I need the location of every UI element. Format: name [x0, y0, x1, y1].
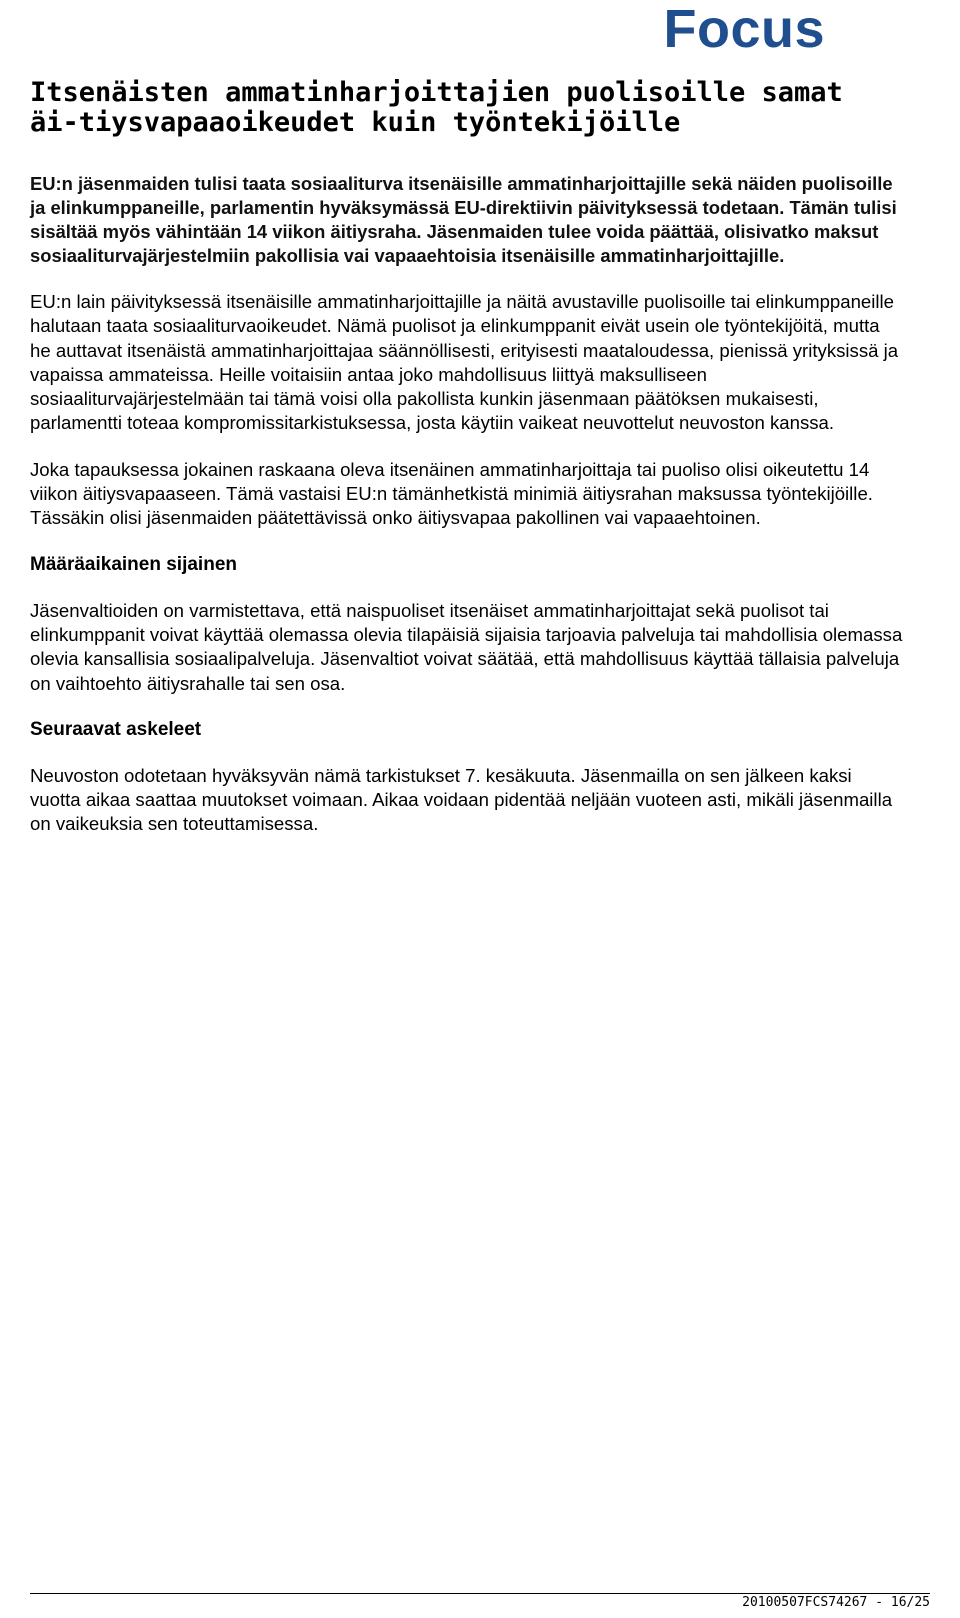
- article-paragraph: Neuvoston odotetaan hyväksyvän nämä tarkistukset 7. kesäkuuta. Jäsenmailla on sen jälkeen kaksi vuotta aikaa saattaa muutokset voimaan. Aikaa voidaan pidentää neljään vuoteen asti, mikäli jäsenmailla on vaikeuksia sen toteuttamisessa.: [30, 764, 893, 835]
- section-label: Focus: [663, 0, 825, 59]
- footer-divider: [30, 1593, 930, 1594]
- article-paragraph: EU:n lain päivityksessä itsenäisille ammatinharjoittajille ja näitä avustaville puolisoille tai elinkumppaneille halutaan taata sosiaaliturvaoikeudet. Nämä puolisot ja elinkumppanit eivät usein ole työntekijöitä, mutta he auttavat itsenäistä ammatinharjoittajaa säännöllisesti, erityisesti maataloudessa, pienissä yrityksissä ja vapaissa ammateissa. Heille voitaisiin antaa joko mahdollisuus liittyä maksulliseen sosiaaliturvajärjestelmään tai tämä voisi olla pakollista kunkin jäsenmaan päätöksen mukaisesti, parlamentti toteaa kompromissitarkistuksessa, josta käytiin vaikeat neuvottelut neuvoston kanssa.: [30, 291, 899, 434]
- section-heading: Seuraavat askeleet: [30, 718, 202, 740]
- article-paragraph: Jäsenvaltioiden on varmistettava, että naispuoliset itsenäiset ammatinharjoittajat sekä puolisot tai elinkumppanit voivat käyttää olemassa olevia tilapäisiä sijaisia tarjoavia palveluja tai mahdollisia olemassa olevia kansallisia sosiaalipalveluja. Jäsenvaltiot voivat säätää, että mahdollisuus käyttää tällaisia palveluja on vaihtoehto äitiysrahalle tai sen osa.: [30, 599, 903, 694]
- section-heading: Määräaikainen sijainen: [30, 553, 237, 575]
- article-lead: EU:n jäsenmaiden tulisi taata sosiaaliturva itsenäisille ammatinharjoittajille sekä näiden puolisoille ja elinkumppaneille, parlamentin hyväksymässä EU-direktiivin päivityksessä todetaan. Tämän tulisi sisältää myös vähintään 14 viikon äitiysraha. Jäsenmaiden tulee voida päättää, olisivatko maksut sosiaaliturvajärjestelmiin pakollisia vai vapaaehtoisia itsenäisille ammatinharjoittajille.: [30, 173, 897, 266]
- article-title: Itsenäisten ammatinharjoittajien puolisoille samat äi-tiysvapaaoikeudet kuin työntekijöille: [30, 77, 843, 138]
- page-reference: 20100507FCS74267 - 16/25: [742, 1595, 930, 1610]
- article: [30, 78, 905, 837]
- article-paragraph: Joka tapauksessa jokainen raskaana oleva itsenäinen ammatinharjoittaja tai puoliso olisi oikeutettu 14 viikon äitiysvapaaseen. Tämä vastaisi EU:n tämänhetkistä minimiä äitiysrahan maksussa työntekijöille. Tässäkin olisi jäsenmaiden päätettävissä onko äitiysvapaa pakollinen vai vapaaehtoinen.: [30, 458, 873, 529]
